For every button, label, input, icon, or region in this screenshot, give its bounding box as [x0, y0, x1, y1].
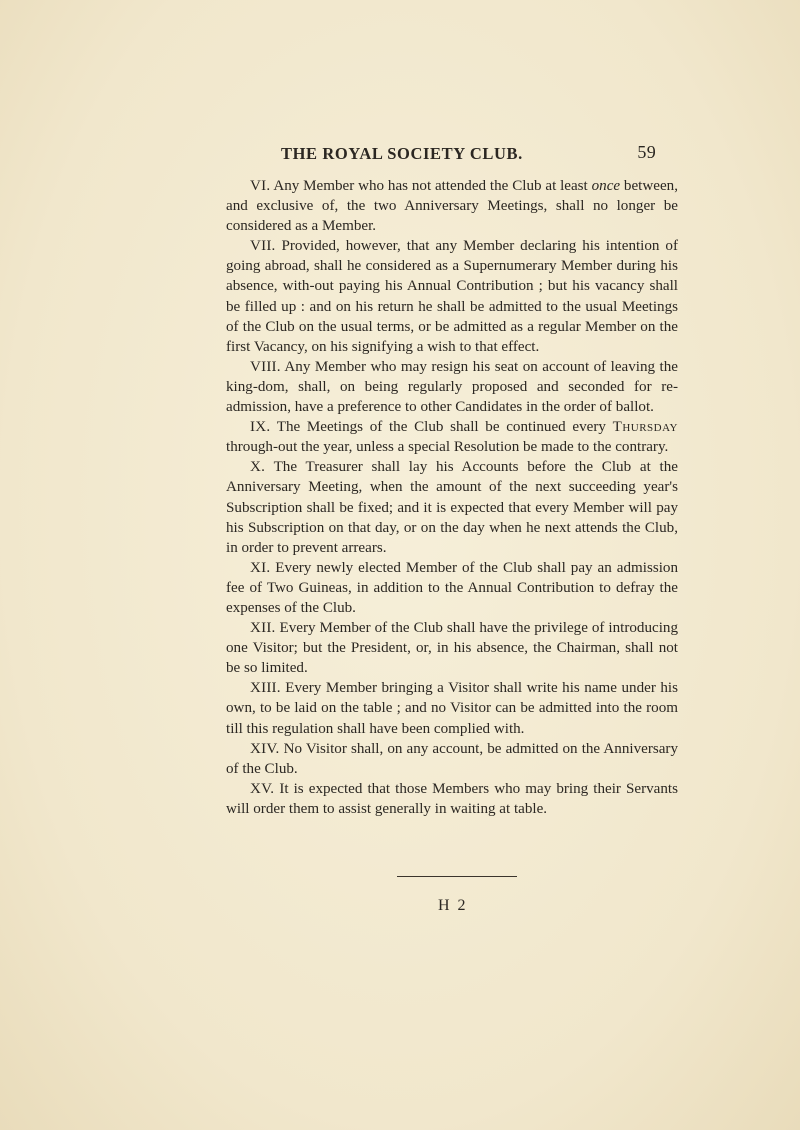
- rule-paragraph: [226, 678, 678, 738]
- rule-small-caps: Thursday: [612, 419, 678, 436]
- rule-number: X.: [250, 459, 266, 476]
- rule-text: The Meetings of the Club shall be continued every: [276, 419, 613, 436]
- rule-text: Every Member of the Club shall have the privilege of introducing one Visitor; but the President, or, in his absence, the Chairman, shall not be so limited.: [226, 620, 678, 677]
- rule-paragraph: [226, 357, 678, 417]
- rule-paragraph: [226, 779, 678, 819]
- rule-paragraph: [226, 457, 678, 557]
- rule-text: Any Member who has not attended the Club at least: [273, 178, 592, 194]
- signature-mark: H 2: [438, 897, 468, 914]
- rule-number: VIII.: [250, 358, 281, 375]
- rule-number: XIII.: [250, 680, 281, 697]
- rule-paragraph: [226, 558, 678, 618]
- rule-paragraph: [226, 417, 678, 457]
- rules-text: [226, 176, 678, 819]
- rule-paragraph: [226, 236, 678, 357]
- running-header: [256, 144, 676, 166]
- running-title: THE ROYAL SOCIETY CLUB.: [281, 144, 523, 163]
- rule-emphasis: once: [591, 178, 621, 194]
- rule-text: Every newly elected Member of the Club shall pay an admission fee of Two Guineas, in addition to the Annual Contribution to defray the expenses of the Club.: [226, 559, 678, 616]
- page-number: 59: [637, 142, 656, 162]
- rule-paragraph: [226, 176, 678, 236]
- rule-paragraph: [226, 618, 678, 678]
- rule-number: XV.: [250, 780, 275, 797]
- rule-text: The Treasurer shall lay his Accounts before the Club at the Anniversary Meeting, when the amount of the next succeeding year's Subscription shall be fixed; and it is expected that every Member will pay his Subscription on that day, or on the day when he next attends the Club, in order to prevent arrears.: [226, 459, 678, 556]
- rule-paragraph: [226, 739, 678, 779]
- rule-number: IX.: [250, 419, 271, 436]
- rule-text: Any Member who may resign his seat on account of leaving the king-dom, shall, on being regularly proposed and seconded for re-admission, have a preference to other Candidates in the order of ballot.: [226, 358, 678, 416]
- rule-number: VI.: [250, 178, 271, 194]
- closing-rule: [397, 876, 517, 877]
- rule-text: Every Member bringing a Visitor shall write his name under his own, to be laid on the table ; and no Visitor can be admitted into the room till this regulation shall have been complied with.: [226, 680, 678, 737]
- rule-number: XII.: [250, 620, 276, 637]
- rule-text: Provided, however, that any Member declaring his intention of going abroad, shall he considered as a Supernumerary Member during his absence, with-out paying his Annual Contribution ; but his vacancy shall be filled up : and on his return he shall be admitted to the usual Meetings of the Club on the usual terms, or be admitted as a regular Member on the first Vacancy, on his signifying a wish to that effect.: [226, 238, 678, 355]
- rule-number: XI.: [250, 559, 271, 576]
- rule-text: No Visitor shall, on any account, be admitted on the Anniversary of the Club.: [226, 740, 678, 777]
- rule-text-continued: through-out the year, unless a special Resolution be made to the contrary.: [226, 439, 669, 456]
- rule-text-continued: between, and exclusive of, the two Anniversary Meetings, shall no longer be considered as a Member.: [226, 178, 678, 235]
- rule-number: VII.: [250, 238, 276, 255]
- rule-text: It is expected that those Members who may bring their Servants will order them to assist generally in waiting at table.: [226, 780, 678, 817]
- rule-number: XIV.: [250, 740, 280, 757]
